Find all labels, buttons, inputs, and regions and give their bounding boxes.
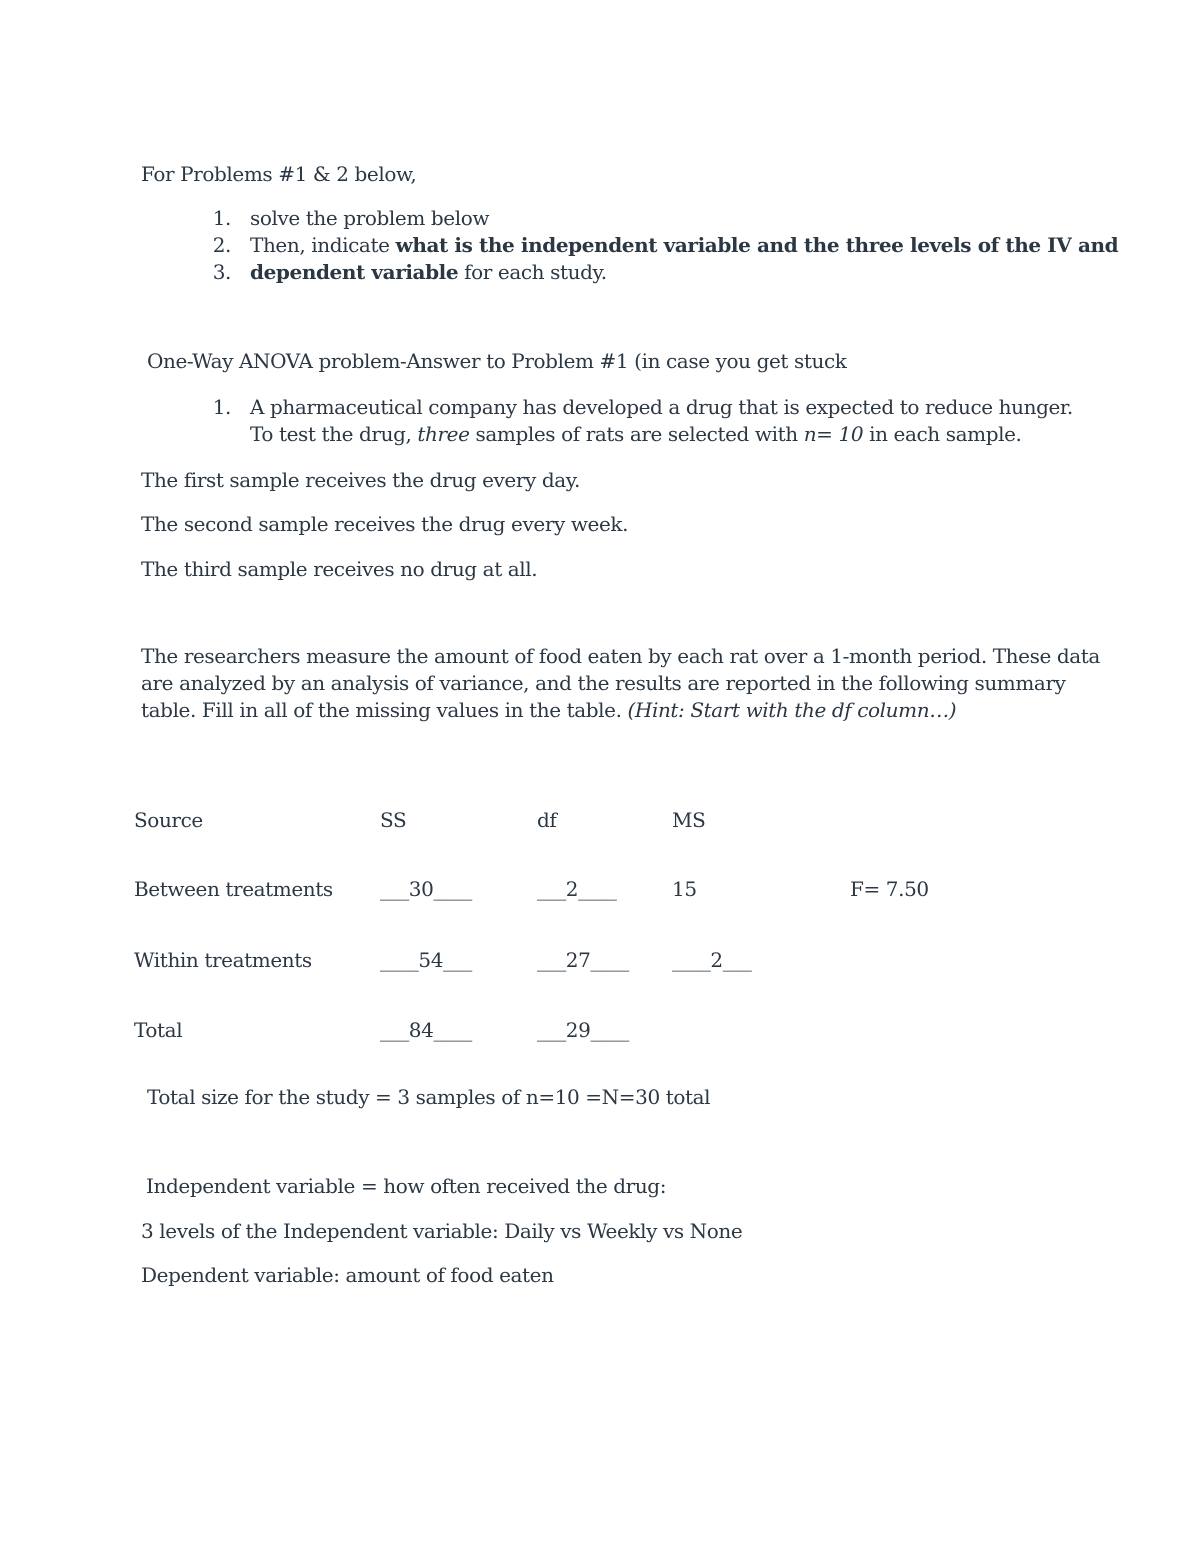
sample-1-text: The first sample receives the drug every day. xyxy=(141,468,580,492)
list-item: Then, indicate what is the independent variable and the three levels of the IV and xyxy=(250,233,1119,257)
ms-cell: 15 xyxy=(672,877,697,901)
paragraph-line-1: The researchers measure the amount of food eaten by each rat over a 1-month period. These data xyxy=(141,644,1100,668)
levels-text: 3 levels of the Independent variable: Daily vs Weekly vs None xyxy=(141,1219,743,1243)
ms-cell: ____2___ xyxy=(672,948,752,972)
df-cell: ___27____ xyxy=(537,948,629,972)
header-source: Source xyxy=(134,808,203,832)
source-cell: Total xyxy=(134,1018,183,1042)
list-item-number: 3. xyxy=(212,260,231,284)
paragraph-line-2: are analyzed by an analysis of variance, and the results are reported in the following summary xyxy=(141,671,1066,695)
list-item-number: 2. xyxy=(212,233,231,257)
source-cell: Between treatments xyxy=(134,877,333,901)
independent-variable-text: Independent variable = how often received the drug: xyxy=(146,1174,667,1198)
sample-2-text: The second sample receives the drug every week. xyxy=(141,512,629,536)
list-item-number: 1. xyxy=(212,206,231,230)
dependent-variable-text: Dependent variable: amount of food eaten xyxy=(141,1263,554,1287)
problem-line-1: A pharmaceutical company has developed a drug that is expected to reduce hunger. xyxy=(250,395,1073,419)
intro-heading: For Problems #1 & 2 below, xyxy=(141,162,417,186)
f-cell: F= 7.50 xyxy=(850,877,929,901)
ss-cell: ___30____ xyxy=(380,877,472,901)
header-ss: SS xyxy=(380,808,407,832)
ss-cell: ____54___ xyxy=(380,948,472,972)
df-cell: ___29____ xyxy=(537,1018,629,1042)
hint-text: (Hint: Start with the df column…) xyxy=(627,698,957,722)
total-size-text: Total size for the study = 3 samples of n=10 =N=30 total xyxy=(147,1085,711,1109)
emphasis-text: dependent variable xyxy=(250,260,459,284)
problem-item-number: 1. xyxy=(212,395,231,419)
problem-title: One-Way ANOVA problem-Answer to Problem #1 (in case you get stuck xyxy=(147,349,847,373)
sample-3-text: The third sample receives no drug at all. xyxy=(141,557,538,581)
df-cell: ___2____ xyxy=(537,877,617,901)
source-cell: Within treatments xyxy=(134,948,312,972)
header-ms: MS xyxy=(672,808,706,832)
emphasis-text: what is the independent variable and the three levels of the IV and xyxy=(395,233,1119,257)
problem-line-2: To test the drug, three samples of rats are selected with n= 10 in each sample. xyxy=(250,422,1022,446)
list-item: solve the problem below xyxy=(250,206,490,230)
paragraph-line-3: table. Fill in all of the missing values in the table. (Hint: Start with the df column…) xyxy=(141,698,957,722)
ss-cell: ___84____ xyxy=(380,1018,472,1042)
list-item: dependent variable for each study. xyxy=(250,260,607,284)
header-df: df xyxy=(537,808,557,832)
